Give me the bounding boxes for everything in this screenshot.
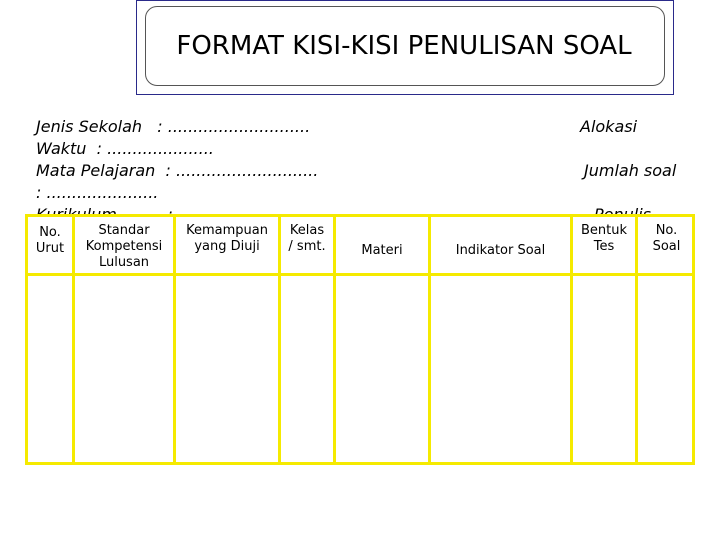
metadata-block bbox=[0, 0, 720, 214]
jumlah-soal-label: Jumlah soal bbox=[584, 161, 677, 180]
mata-pelajaran-line: Mata Pelajaran : ............................ bbox=[36, 161, 319, 180]
colon-line: : ...................... bbox=[36, 183, 159, 202]
alokasi-label: Alokasi bbox=[580, 117, 638, 136]
waktu-line: Waktu : ..................... bbox=[36, 139, 214, 158]
header-no-urut: No. Urut bbox=[35, 225, 65, 256]
header-bentuk-tes: Bentuk Tes bbox=[580, 223, 628, 254]
header-kelas: Kelas / smt. bbox=[288, 223, 326, 254]
header-kemampuan: Kemampuan yang Diuji bbox=[186, 223, 268, 254]
header-divider bbox=[28, 273, 692, 276]
header-no-soal: No. Soal bbox=[652, 223, 681, 254]
header-materi: Materi bbox=[361, 243, 403, 258]
jenis-sekolah-line: Jenis Sekolah : ............................ bbox=[36, 117, 311, 136]
page-title: FORMAT KISI-KISI PENULISAN SOAL bbox=[176, 31, 632, 61]
kisi-kisi-table bbox=[25, 214, 695, 465]
header-indikator-soal: Indikator Soal bbox=[455, 243, 546, 258]
header-standar-kompetensi: Standar Kompetensi Lulusan bbox=[85, 223, 163, 270]
